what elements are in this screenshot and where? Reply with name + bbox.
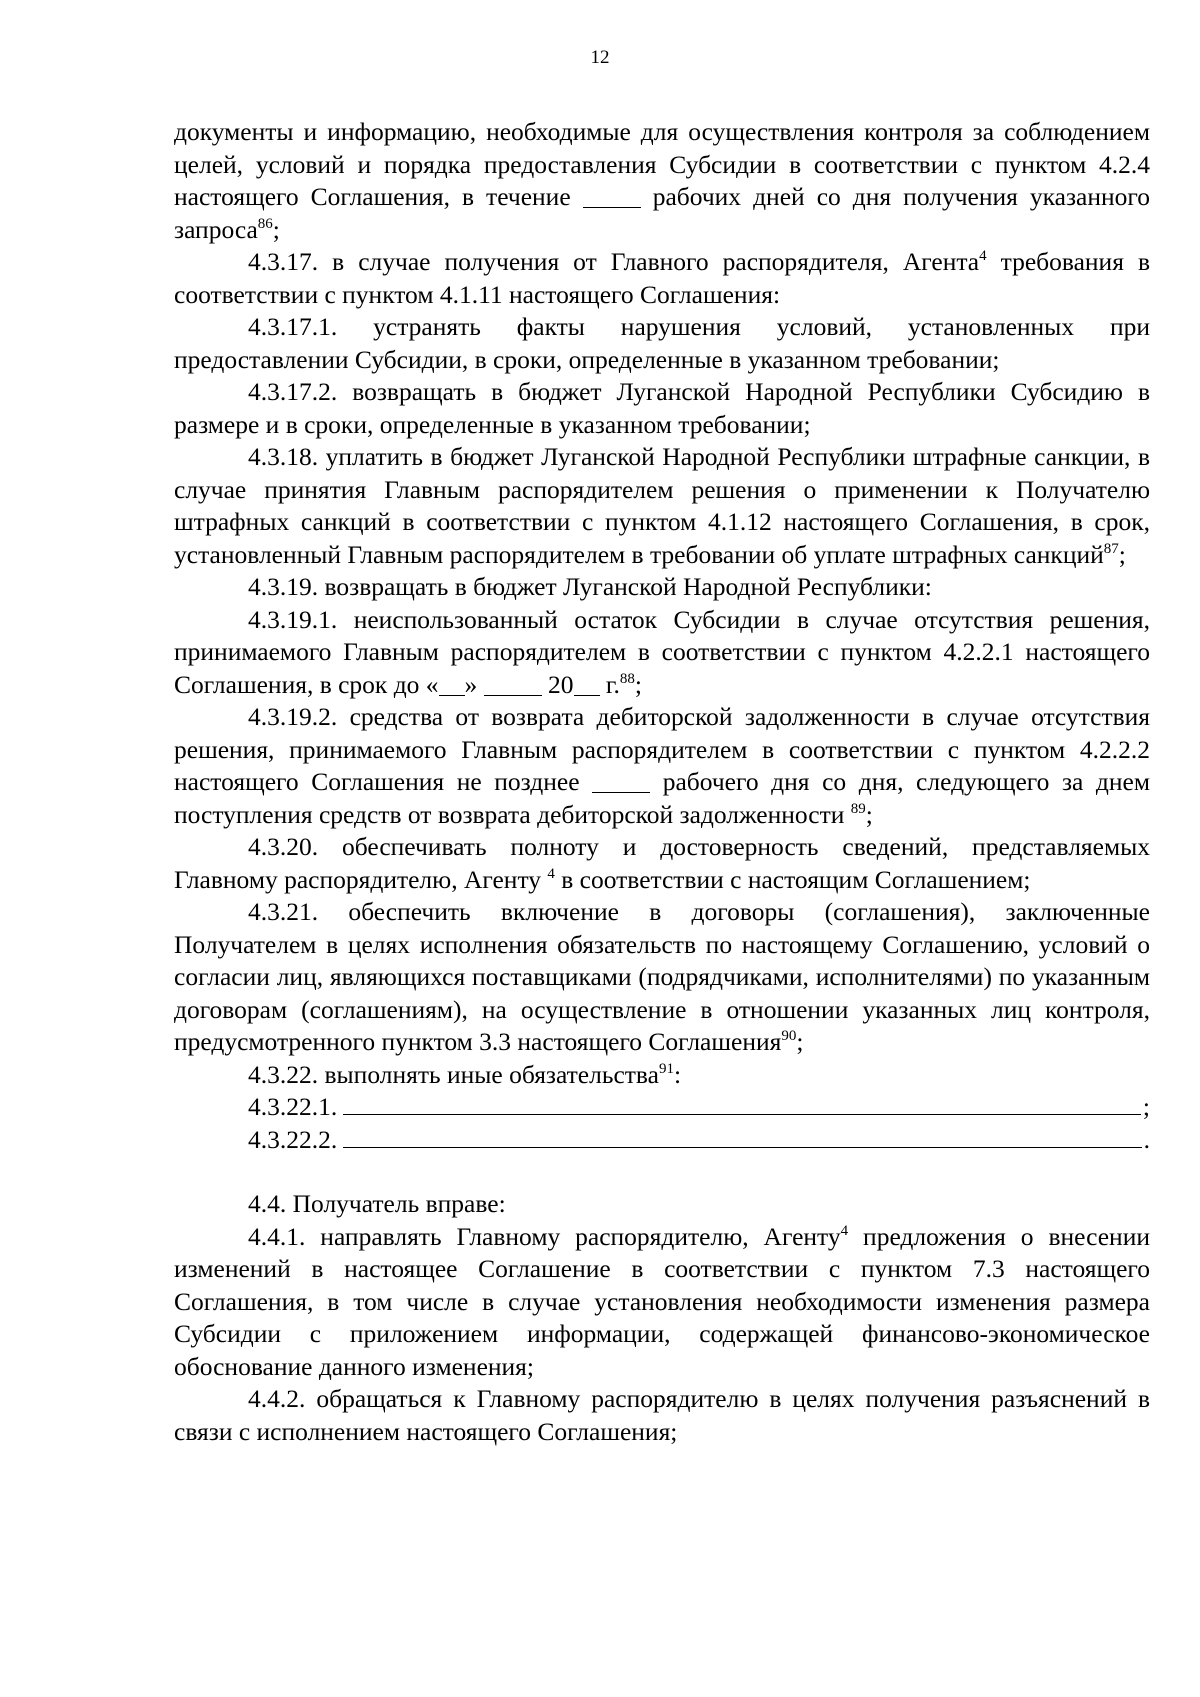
paragraph-4-3-17: 4.3.17. в случае получения от Главного распорядителя, Агента$^4$ требования в соответствии с пунктом 4.1.11 настоящего Соглашения:: [174, 247, 1150, 309]
blank-field: [574, 673, 600, 696]
blank-line: [343, 1125, 1141, 1148]
blank-field: [592, 770, 650, 793]
blank-line: [343, 1092, 1141, 1115]
paragraph-4-3-19-1: 4.3.19.1. неиспользованный остаток Субсидии в случае отсутствия решения, принимаемого Главным распорядителем в соответствии с пунктом 4.2.2.1 настоящего Соглашения, в срок до « » 20 г.$^{88}$;: [174, 604, 1150, 699]
blank-field: [583, 185, 641, 208]
footnote-ref: 4: [840, 1222, 849, 1239]
paragraph-4-4-1: 4.4.1. направлять Главному распорядителю, Агенту$^4$ предложения о внесении изменений в настоящее Соглашение в соответствии с пунктом 7.3 настоящего Соглашения, в том числе в случае установления необходимости изменения размера Субсидии с приложением информации, содержащей финансово-экономическое обоснование данного изменения;: [174, 1221, 1150, 1381]
paragraph-4-4-2: 4.4.2. обращаться к Главному распорядителю в целях получения разъяснений в связи с исполнением настоящего Соглашения;: [174, 1384, 1150, 1446]
paragraph-4-4: 4.4. Получатель вправе:: [248, 1189, 506, 1218]
paragraph-4-3-19: 4.3.19. возвращать в бюджет Луганской Народной Республики:: [248, 572, 932, 601]
blank-field: [484, 673, 542, 696]
fill-line-4-3-22-1: 4.3.22.1. ;: [248, 1092, 1150, 1121]
paragraph-documents: документы и информацию, необходимые для осуществления контроля за соблюдением целей, условий и порядка предоставления Субсидии в соответствии с пунктом 4.2.4 настоящего Соглашения, в течение рабочих дней со дня получения указанного запроса$^{86}$;: [174, 117, 1150, 244]
document-body: [174, 116, 1150, 1448]
footnote-ref: 91: [658, 1060, 674, 1077]
footnote-ref: 88: [619, 670, 635, 687]
paragraph-4-3-17-2: 4.3.17.2. возвращать в бюджет Луганской Народной Республики Субсидию в размере и в сроки, определенные в указанном требовании;: [174, 377, 1150, 439]
footnote-ref: 90: [781, 1028, 797, 1044]
footnote-ref: 4: [979, 248, 987, 264]
footnote-ref: 86: [257, 215, 273, 232]
paragraph-4-3-20: 4.3.20. обеспечивать полноту и достоверность сведений, представляемых Главному распорядителю, Агенту $^4$ в соответствии с настоящим Соглашением;: [174, 832, 1150, 894]
paragraph-4-3-22: 4.3.22. выполнять иные обязательства$^{91}$:: [248, 1059, 682, 1089]
footnote-ref: 87: [1103, 540, 1119, 557]
page-number: 12: [590, 47, 610, 68]
fill-line-4-3-22-2: 4.3.22.2. .: [248, 1124, 1150, 1154]
blank-field: [439, 673, 465, 696]
paragraph-4-3-21: 4.3.21. обеспечить включение в договоры (соглашения), заключенные Получателем в целях исполнения обязательств по настоящему Соглашению, условий о согласии лиц, являющихся поставщиками (подрядчиками, исполнителями) по указанным договорам (соглашениям), на осуществление в отношении указанных лиц контроля, предусмотренного пунктом 3.3 настоящего Соглашения$^{90}$;: [174, 897, 1150, 1056]
paragraph-4-3-18: 4.3.18. уплатить в бюджет Луганской Народной Республики штрафные санкции, в случае принятия Главным распорядителем решения о применении к Получателю штрафных санкций в соответствии с пунктом 4.1.12 настоящего Соглашения, в срок, установленный Главным распорядителем в требовании об уплате штрафных санкций$^{87}$;: [174, 442, 1150, 569]
paragraph-4-3-17-1: 4.3.17.1. устранять факты нарушения условий, установленных при предоставлении Субсидии, в сроки, определенные в указанном требовании;: [174, 312, 1150, 374]
footnote-ref: 89: [850, 800, 866, 817]
footnote-ref: 4: [547, 865, 555, 882]
paragraph-4-3-19-2: 4.3.19.2. средства от возврата дебиторской задолженности в случае отсутствия решения, принимаемого Главным распорядителем в соответствии с пунктом 4.2.2.2 настоящего Соглашения не позднее рабочего дня со дня, следующего за днем поступления средств от возврата дебиторской задолженности $^{89}$;: [174, 702, 1150, 829]
